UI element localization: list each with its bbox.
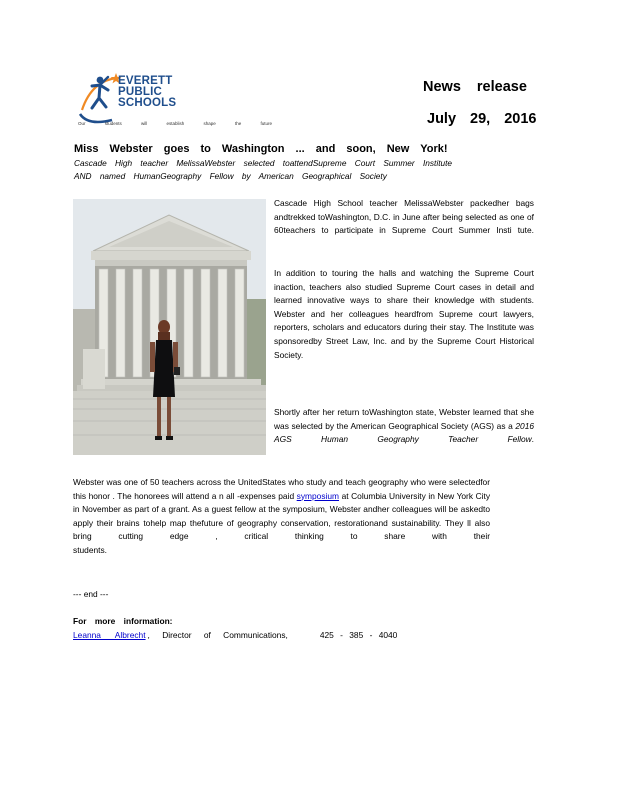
paragraph-4-last-line: students. (73, 544, 107, 555)
article-paragraph-1: Cascade High School teacher MelissaWebster packedher bags andtrekked toWashington, D.C. in June after being selected as one of 60teachers to participate in Supreme Court Summer Insti tute. (274, 198, 534, 236)
contact-phone: 425 - 385 - 4040 (319, 630, 398, 640)
paragraph-3-end: . (531, 434, 534, 445)
supreme-court-photo (73, 199, 266, 455)
end-marker: --- end --- (73, 589, 109, 599)
contact-line (73, 630, 397, 640)
paragraph-3-text: Shortly after her return toWashington state, Webster learned that she was selected by the American Geographical Society (AGS) as a (274, 407, 534, 431)
more-info-heading: For more information: (73, 616, 173, 626)
article-subhead-line-2: AND named HumanGeography Fellow by American Geographical Society (74, 171, 387, 181)
fellowship-title: 2016 AGS Human Geography Teacher Fellow (274, 420, 535, 445)
article-paragraph-4 (73, 476, 490, 558)
paragraph-4-text: Webster was one of 50 teachers across the UnitedStates who study and teach geography who were selectedfor this honor . The honorees will attend a n all -expenses paid (73, 477, 490, 501)
logo-line-3: SCHOOLS (118, 97, 177, 109)
news-release-label: News release (423, 79, 527, 95)
article-paragraph-2: In addition to touring the halls and watching the Supreme Court inaction, teachers also studied Supreme Court cases in detail and learned innovative ways to share their knowledge with students. Webster and her colleagues heardfrom Supreme court lawyers, reporters, scholars and educators during their stay. The Institute was sponsoredby Street Law, Inc. and by the Supreme Court Historical Society. (274, 268, 534, 360)
article-headline: Miss Webster goes to Washington ... and soon, New York! (74, 143, 448, 155)
logo-line-2: PUBLIC (118, 86, 163, 98)
logo-wordmark (118, 76, 176, 109)
contact-title: , Director of Communications, (147, 630, 288, 640)
contact-name-link[interactable]: Leanna Albrecht (73, 630, 146, 640)
logo-tagline: Our students will establish shape the future (78, 121, 273, 126)
logo-line-1: EVERETT (118, 75, 173, 87)
paragraph-4-mid: at Columbia University in New York City in November as part of a grant. As a guest fellow at the symposium, Webster andher colleagues will be askedto apply their brains tohelp map thefuture of geography conservation, restorationand sustainability. They ll also bring cutting edge , critical thinking to share with their (73, 490, 491, 542)
symposium-link[interactable]: symposium (296, 490, 340, 501)
article-paragraph-3 (274, 406, 534, 447)
release-date: July 29, 2016 (427, 111, 537, 127)
article-subhead-line-1: Cascade High teacher MelissaWebster selected toattendSupreme Court Summer Institute (74, 158, 453, 168)
